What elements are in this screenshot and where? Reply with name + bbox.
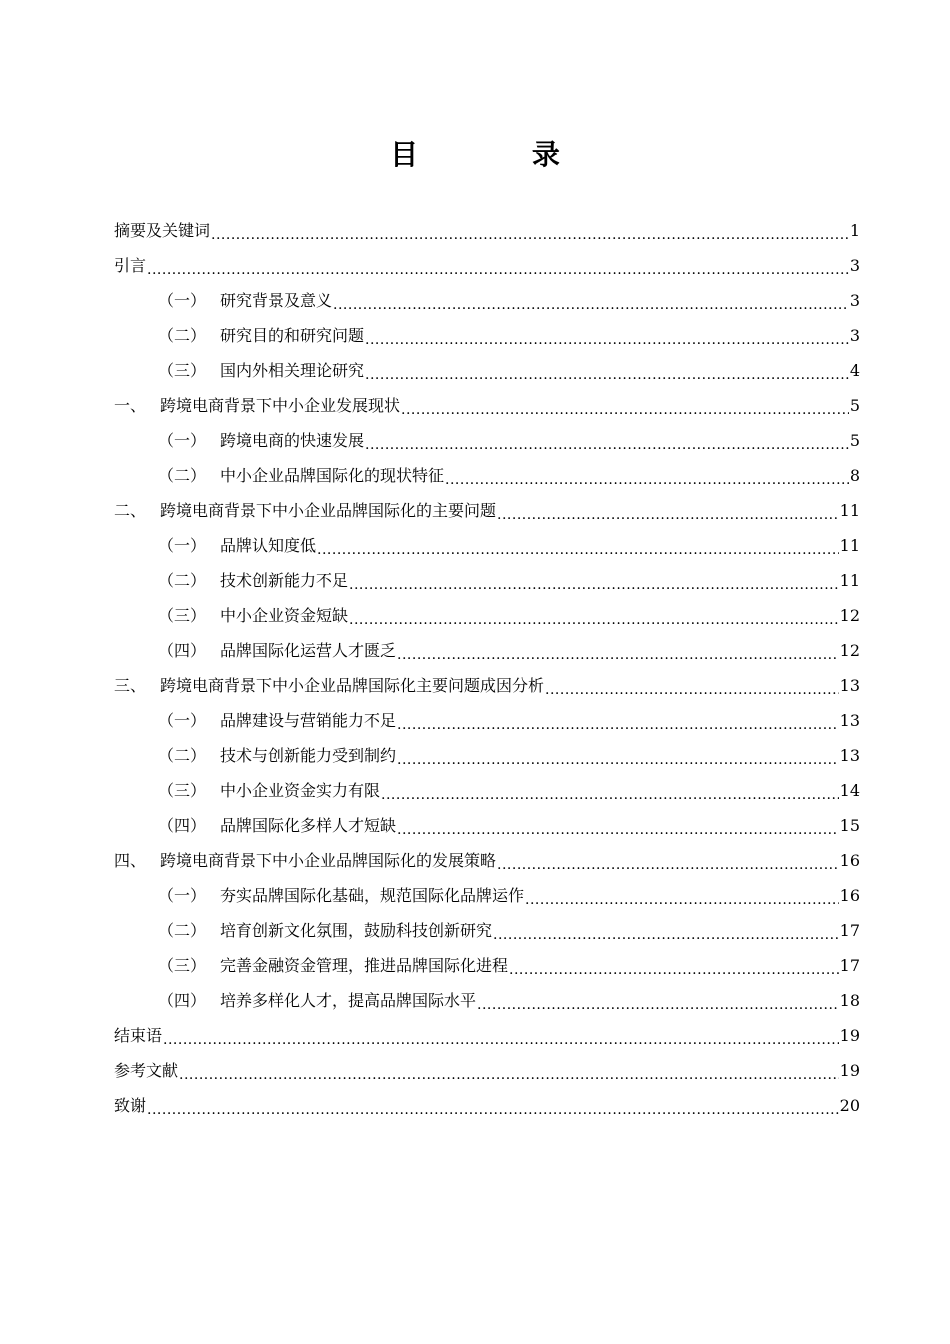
toc-entry-number: 三、 [114,676,147,695]
toc-entry[interactable] [114,213,860,248]
toc-title: 目 录 [390,138,612,171]
toc-dot-leader [365,353,849,388]
toc-dot-leader [397,808,839,843]
toc-entry[interactable] [114,878,860,913]
toc-entry-page-number: 19 [839,1061,860,1080]
toc-entry-number: （四） [158,816,207,835]
toc-entry-number: （二） [158,326,207,345]
toc-entry-page-number: 12 [839,606,860,625]
toc-dot-leader [497,843,839,878]
toc-dot-leader [493,913,839,948]
toc-entry-number: （二） [158,466,207,485]
toc-entry-title: 中小企业资金短缺 [220,606,349,625]
toc-entry-page-number: 11 [839,501,860,520]
toc-entry-number: （三） [158,361,207,380]
toc-entry-number: 四、 [114,851,147,870]
toc-entry-page-number: 16 [839,886,860,905]
toc-entry-title: 跨境电商的快速发展 [220,431,365,450]
toc-entry-title: 技术与创新能力受到制约 [220,746,397,765]
toc-entry-page-number: 19 [839,1026,860,1045]
toc-entry[interactable] [114,1088,860,1123]
toc-dot-leader [509,948,839,983]
toc-entry-page-number: 20 [839,1096,860,1115]
toc-dot-leader [381,773,839,808]
toc-dot-leader [365,423,849,458]
toc-entry[interactable] [114,388,860,423]
toc-dot-leader [147,1088,839,1123]
toc-dot-leader [349,563,839,598]
toc-entry[interactable] [114,738,860,773]
toc-entry-title: 中小企业品牌国际化的现状特征 [220,466,445,485]
toc-entry-number: （一） [158,711,207,730]
toc-dot-leader [545,668,839,703]
toc-dot-leader [397,703,839,738]
toc-entry-page-number: 13 [839,676,860,695]
toc-entry-number: （一） [158,886,207,905]
toc-entry-page-number: 11 [839,571,860,590]
toc-dot-leader [317,528,839,563]
toc-entry-title: 品牌国际化运营人才匮乏 [220,641,397,660]
toc-entry-title: 致谢 [114,1096,147,1115]
toc-entry-page-number: 4 [849,361,860,380]
toc-entry[interactable] [114,423,860,458]
toc-entry-page-number: 17 [839,956,860,975]
toc-entry[interactable] [114,913,860,948]
toc-entry[interactable] [114,248,860,283]
table-of-contents [114,213,860,1123]
toc-entry[interactable] [114,773,860,808]
toc-entry[interactable] [114,528,860,563]
toc-entry-number: （二） [158,921,207,940]
toc-entry-title: 品牌建设与营销能力不足 [220,711,397,730]
toc-entry-page-number: 17 [839,921,860,940]
toc-entry-title: 参考文献 [114,1061,179,1080]
toc-entry[interactable] [114,1018,860,1053]
toc-entry-page-number: 5 [849,431,860,450]
toc-entry-title: 跨境电商背景下中小企业品牌国际化的主要问题 [160,501,497,520]
toc-entry-number: （二） [158,571,207,590]
toc-entry-page-number: 3 [849,256,860,275]
toc-entry-number: （三） [158,781,207,800]
toc-dot-leader [397,738,839,773]
toc-dot-leader [147,248,849,283]
toc-entry-title: 跨境电商背景下中小企业品牌国际化主要问题成因分析 [160,676,545,695]
toc-entry-title: 培养多样化人才，提高品牌国际水平 [220,991,477,1010]
toc-dot-leader [349,598,839,633]
toc-entry-page-number: 8 [849,466,860,485]
toc-entry-number: 一、 [114,396,147,415]
toc-entry-title: 品牌国际化多样人才短缺 [220,816,397,835]
toc-entry-page-number: 16 [839,851,860,870]
toc-entry-number: （四） [158,641,207,660]
toc-dot-leader [397,633,839,668]
toc-entry[interactable] [114,843,860,878]
toc-dot-leader [179,1053,839,1088]
toc-dot-leader [211,213,849,248]
toc-dot-leader [477,983,839,1018]
toc-entry-number: （一） [158,291,207,310]
toc-entry[interactable] [114,983,860,1018]
toc-entry[interactable] [114,353,860,388]
toc-entry-page-number: 5 [849,396,860,415]
toc-dot-leader [333,283,849,318]
toc-entry-title: 完善金融资金管理，推进品牌国际化进程 [220,956,509,975]
toc-entry-title: 培育创新文化氛围，鼓励科技创新研究 [220,921,493,940]
toc-entry-page-number: 1 [849,221,860,240]
toc-entry-title: 品牌认知度低 [220,536,317,555]
toc-dot-leader [525,878,839,913]
toc-entry-title: 摘要及关键词 [114,221,211,240]
toc-entry[interactable] [114,283,860,318]
toc-entry-page-number: 18 [839,991,860,1010]
toc-dot-leader [445,458,849,493]
toc-entry[interactable] [114,563,860,598]
toc-entry-title: 跨境电商背景下中小企业发展现状 [160,396,401,415]
toc-entry-title: 中小企业资金实力有限 [220,781,381,800]
toc-entry[interactable] [114,808,860,843]
toc-entry[interactable] [114,598,860,633]
toc-entry-number: （四） [158,991,207,1010]
toc-dot-leader [163,1018,839,1053]
toc-entry-number: （二） [158,746,207,765]
toc-entry[interactable] [114,948,860,983]
toc-entry[interactable] [114,1053,860,1088]
toc-entry[interactable] [114,318,860,353]
toc-entry-page-number: 15 [839,816,860,835]
toc-entry-page-number: 14 [839,781,860,800]
toc-entry-title: 国内外相关理论研究 [220,361,365,380]
toc-dot-leader [401,388,849,423]
toc-entry-page-number: 12 [839,641,860,660]
toc-entry-number: （三） [158,606,207,625]
toc-entry[interactable] [114,458,860,493]
toc-entry[interactable] [114,633,860,668]
toc-entry-page-number: 13 [839,711,860,730]
toc-entry-title: 夯实品牌国际化基础，规范国际化品牌运作 [220,886,525,905]
toc-entry-title: 研究目的和研究问题 [220,326,365,345]
toc-entry[interactable] [114,703,860,738]
toc-entry-title: 结束语 [114,1026,163,1045]
toc-entry-number: 二、 [114,501,147,520]
toc-dot-leader [497,493,839,528]
toc-entry-title: 技术创新能力不足 [220,571,349,590]
toc-entry-number: （一） [158,431,207,450]
toc-entry[interactable] [114,493,860,528]
toc-entry-title: 研究背景及意义 [220,291,333,310]
toc-entry[interactable] [114,668,860,703]
toc-entry-page-number: 11 [839,536,860,555]
toc-entry-title: 引言 [114,256,147,275]
toc-entry-page-number: 13 [839,746,860,765]
toc-dot-leader [365,318,849,353]
toc-entry-number: （三） [158,956,207,975]
toc-entry-page-number: 3 [849,326,860,345]
toc-entry-number: （一） [158,536,207,555]
toc-entry-page-number: 3 [849,291,860,310]
toc-entry-title: 跨境电商背景下中小企业品牌国际化的发展策略 [160,851,497,870]
